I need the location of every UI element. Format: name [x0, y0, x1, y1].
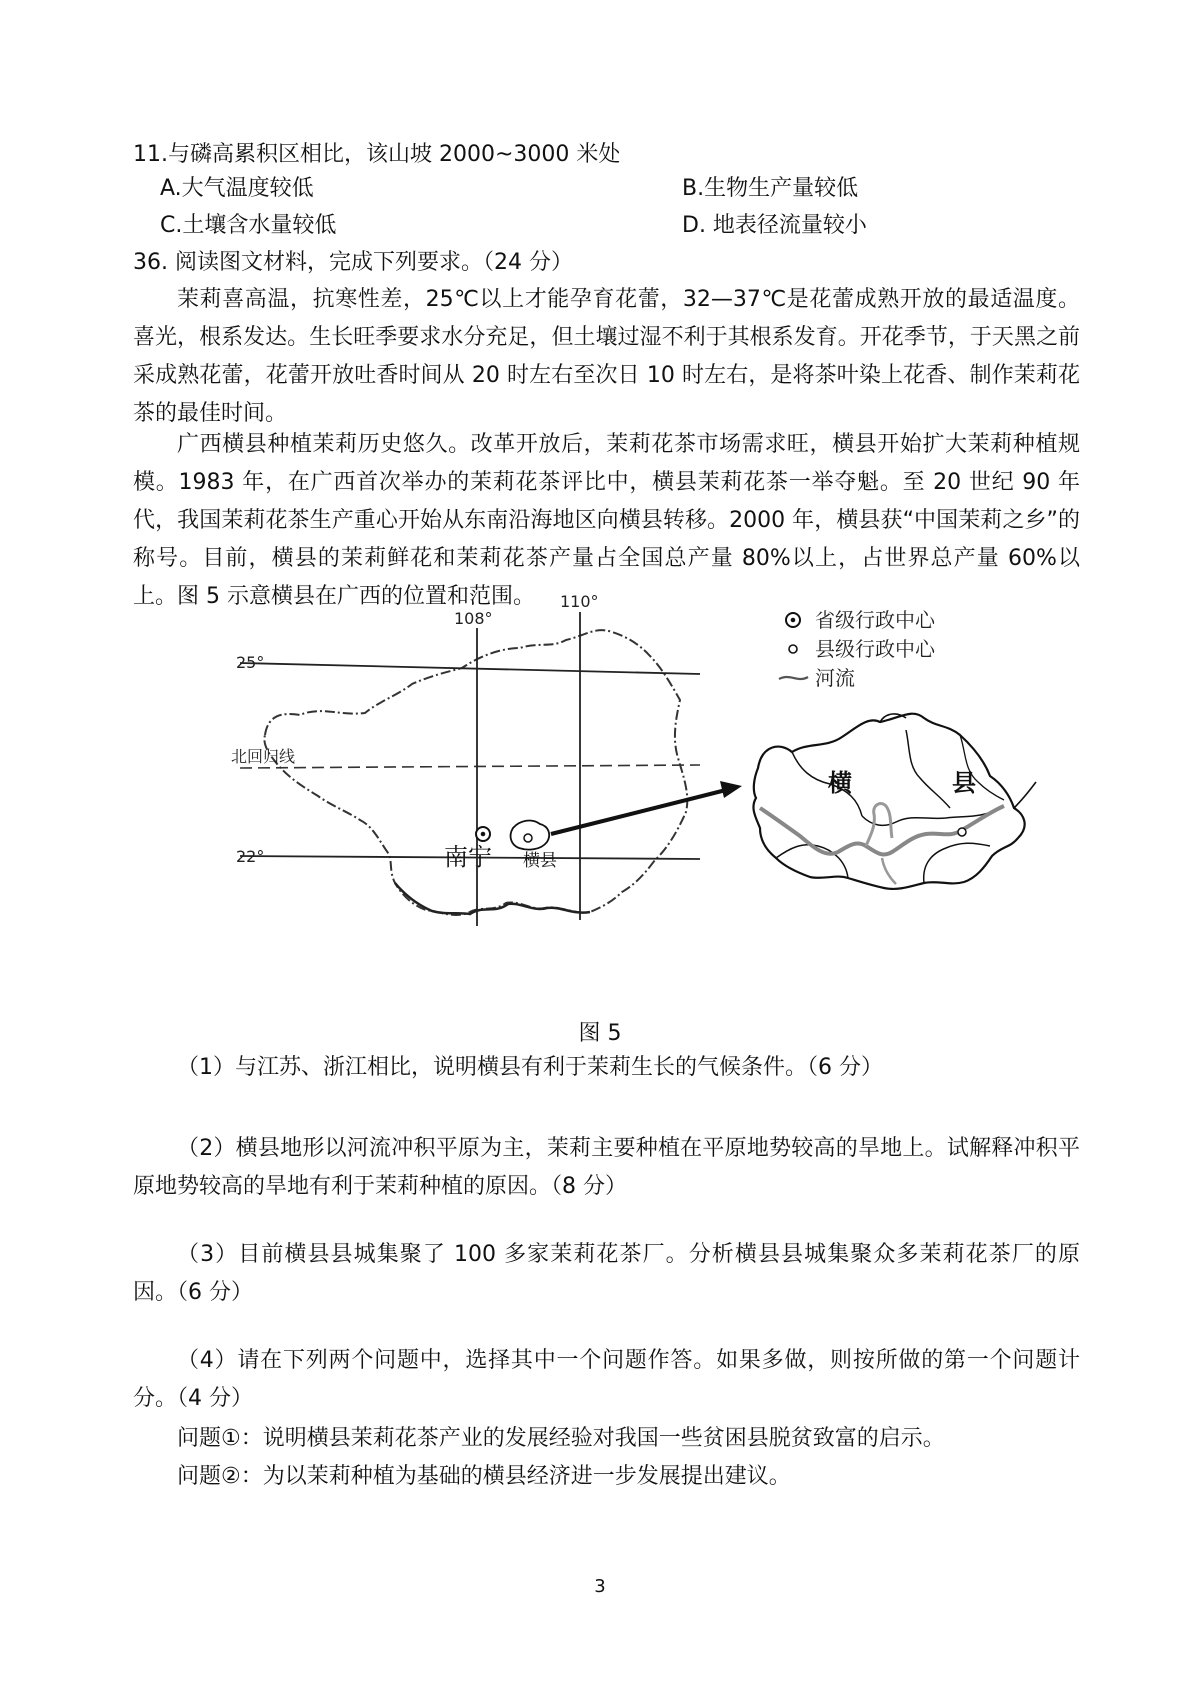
q11-stem: 11.与磷高累积区相比，该山坡 2000~3000 米处: [133, 142, 621, 167]
q36-paragraph-1: 茉莉喜高温，抗寒性差，25℃以上才能孕育花蕾，32—37℃是花蕾成熟开放的最适温度。喜光，根系发达。生长旺季要求水分充足，但土壤过湿不利于其根系发育。开花季节，于天黑之前采成熟花蕾，花蕾开放吐香时间从 20 时左右至次日 10 时左右，是将茶叶染上花香、制作茉莉花茶的最佳时间。: [133, 287, 1080, 426]
q36-sub-2: （2）横县地形以河流冲积平原为主，茉莉主要种植在平原地势较高的旱地上。试解释冲积平原地势较高的旱地有利于茉莉种植的原因。（8 分）: [133, 1136, 1080, 1199]
inset-county-seat-icon: [958, 828, 966, 836]
q36-paragraph-2: 广西横县种植茉莉历史悠久。改革开放后，茉莉花茶市场需求旺，横县开始扩大茉莉种植规模。1983 年，在广西首次举办的茉莉花茶评比中，横县茉莉花茶一举夺魁。至 20 世纪 90 年代，我国茉莉花茶生产重心开始从东南沿海地区向横县转移。2000 年，横县获“中国茉莉之乡”的称号。目前，横县的茉莉鲜花和茉莉花茶产量占全国总产量 80%以上，占世界总产量 60%以上。图 5 示意横县在广西的位置和范围。: [133, 432, 1080, 609]
hengxian-inset: [753, 714, 1036, 889]
legend-capital-label: 省级行政中心: [815, 608, 935, 632]
legend: [779, 608, 936, 690]
latitude-25-line: [240, 663, 700, 674]
arrow-head-icon: [720, 781, 742, 798]
q11-option-b: B.生物生产量较低: [682, 176, 859, 201]
label-lat-25: 25°: [236, 653, 265, 672]
q36-sub-4-option-1: 问题①：说明横县茉莉花茶产业的发展经验对我国一些贫困县脱贫致富的启示。: [177, 1426, 945, 1451]
tropic-of-cancer-line: [240, 765, 700, 768]
legend-river-label: 河流: [815, 666, 855, 690]
q36-sub-4-option-2: 问题②：为以茉莉种植为基础的横县经济进一步发展提出建议。: [177, 1464, 791, 1489]
label-lat-22: 22°: [236, 847, 265, 866]
legend-county-label: 县级行政中心: [815, 637, 935, 661]
legend-county-icon: [789, 645, 797, 653]
q11-option-c: C.土壤含水量较低: [160, 213, 337, 238]
q36-sub-4: （4）请在下列两个问题中，选择其中一个问题作答。如果多做，则按所做的第一个问题计分。（4 分）: [133, 1348, 1080, 1411]
hengxian-marker-icon: [524, 834, 532, 842]
label-nanning: 南宁: [444, 843, 492, 871]
q36-sub-1: （1）与江苏、浙江相比，说明横县有利于茉莉生长的气候条件。（6 分）: [177, 1055, 883, 1080]
figure-caption: 图 5: [578, 1021, 622, 1046]
label-lon-108: 108°: [454, 609, 493, 628]
q11-option-d: D. 地表径流量较小: [682, 213, 867, 238]
inset-county-outline: [753, 714, 1024, 889]
inset-label-heng: 横: [828, 769, 852, 797]
q11-option-a: A.大气温度较低: [160, 176, 314, 201]
q36-header: 36. 阅读图文材料，完成下列要求。（24 分）: [133, 250, 573, 275]
q36-sub-3: （3）目前横县县城集聚了 100 多家茉莉花茶厂。分析横县县城集聚众多茉莉花茶厂的原因。（6 分）: [133, 1242, 1080, 1305]
label-tropic: 北回归线: [231, 747, 296, 766]
inset-label-xian: 县: [952, 769, 976, 797]
page-number: 3: [594, 1576, 606, 1597]
figure-5-map: [225, 592, 1105, 1010]
legend-river-icon: [779, 677, 808, 679]
label-lon-110: 110°: [560, 592, 599, 611]
label-hengxian-small: 横县: [523, 851, 557, 871]
